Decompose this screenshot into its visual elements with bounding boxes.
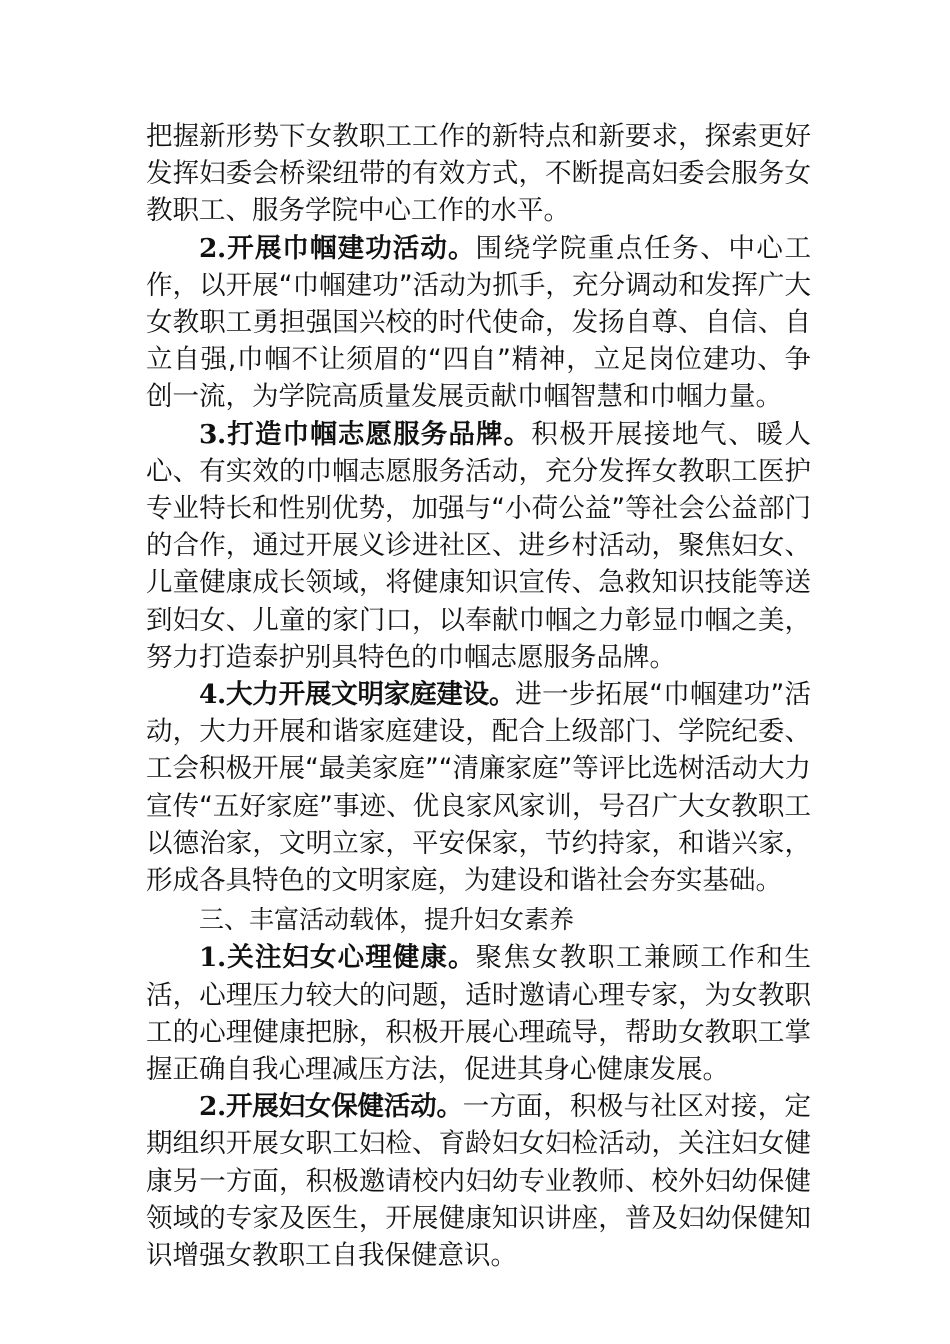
paragraph-lead-text: 大力开展文明家庭建设。 [225, 679, 516, 711]
paragraph-number: 1. [199, 942, 226, 974]
paragraph-number: 2. [199, 232, 226, 264]
paragraph-text: 聚焦女教职工兼顾工作和生活，心理压力较大的问题，适时邀请心理专家，为女教职工的心理健康把脉，积极开展心理疏导，帮助女教职工掌握正确自我心理减压方法，促进其身心健康发展。 [146, 942, 812, 1086]
paragraph-mental-health [146, 939, 811, 1088]
paragraph-civilized-family [146, 676, 811, 899]
paragraph-number: 3. [199, 418, 226, 450]
section-heading: 三、丰富活动载体，提升妇女素养 [199, 905, 575, 935]
paragraph-lead-text: 开展巾帼建功活动。 [225, 232, 476, 264]
paragraph-text: 进一步拓展“巾帼建功”活动，大力开展和谐家庭建设，配合上级部门、学院纪委、工会积极开展“最美家庭”“清廉家庭”等评比选树活动大力宣传“五好家庭”事迹、优良家风家训，号召广大女教职工以德治家，文明立家，平安保家，节约持家，和谐兴家，形成各具特色的文明家庭，为建设和谐社会夯实基础。 [146, 679, 812, 897]
paragraph-continuation [146, 118, 811, 230]
paragraph-lead [199, 1091, 463, 1122]
paragraph-text: 积极开展接地气、暖人心、有实效的巾帼志愿服务活动，充分发挥女教职工医护专业特长和性别优势，加强与“小荷公益”等社会公益部门的合作，通过开展义诊进社区、进乡村活动，聚焦妇女、儿童健康成长领域，将健康知识宣传、急救知识技能等送到妇女、儿童的家门口，以奉献巾帼之力彰显巾帼之美，努力打造泰护别具特色的巾帼志愿服务品牌。 [146, 418, 812, 673]
paragraph-volunteer-brand [146, 416, 811, 676]
paragraph-lead-text: 打造巾帼志愿服务品牌。 [225, 418, 532, 450]
paragraph-lead-text: 开展妇女保健活动。 [225, 1091, 463, 1123]
paragraph-number: 2. [199, 1091, 226, 1123]
paragraph-text: 围绕学院重点任务、中心工作，以开展“巾帼建功”活动为抓手，充分调动和发挥广大女教职工勇担强国兴校的时代使命，发扬自尊、自信、自立自强,巾帼不让须眉的“四自”精神，立足岗位建功、争创一流，为学院高质量发展贡献巾帼智慧和巾帼力量。 [146, 232, 812, 413]
paragraph-health-care [146, 1088, 811, 1274]
paragraph-text: 把握新形势下女教职工工作的新特点和新要求，探索更好发挥妇委会桥梁纽带的有效方式，不断提高妇委会服务女教职工、服务学院中心工作的水平。 [146, 121, 811, 227]
paragraph-lead [199, 233, 476, 264]
paragraph-lead [199, 942, 476, 973]
paragraph-lead-text: 关注妇女心理健康。 [225, 942, 476, 974]
paragraph-lead [199, 419, 531, 450]
paragraph-lead [199, 679, 515, 710]
paragraph-text: 一方面，积极与社区对接，定期组织开展女职工妇检、育龄妇女妇检活动，关注妇女健康另一方面，积极邀请校内妇幼专业教师、校外妇幼保健领域的专家及医生，开展健康知识讲座，普及妇幼保健知识增强女教职工自我保健意识。 [146, 1091, 812, 1272]
document-body [146, 118, 811, 1274]
paragraph-women-achievement [146, 230, 811, 416]
paragraph-number: 4. [199, 679, 226, 711]
